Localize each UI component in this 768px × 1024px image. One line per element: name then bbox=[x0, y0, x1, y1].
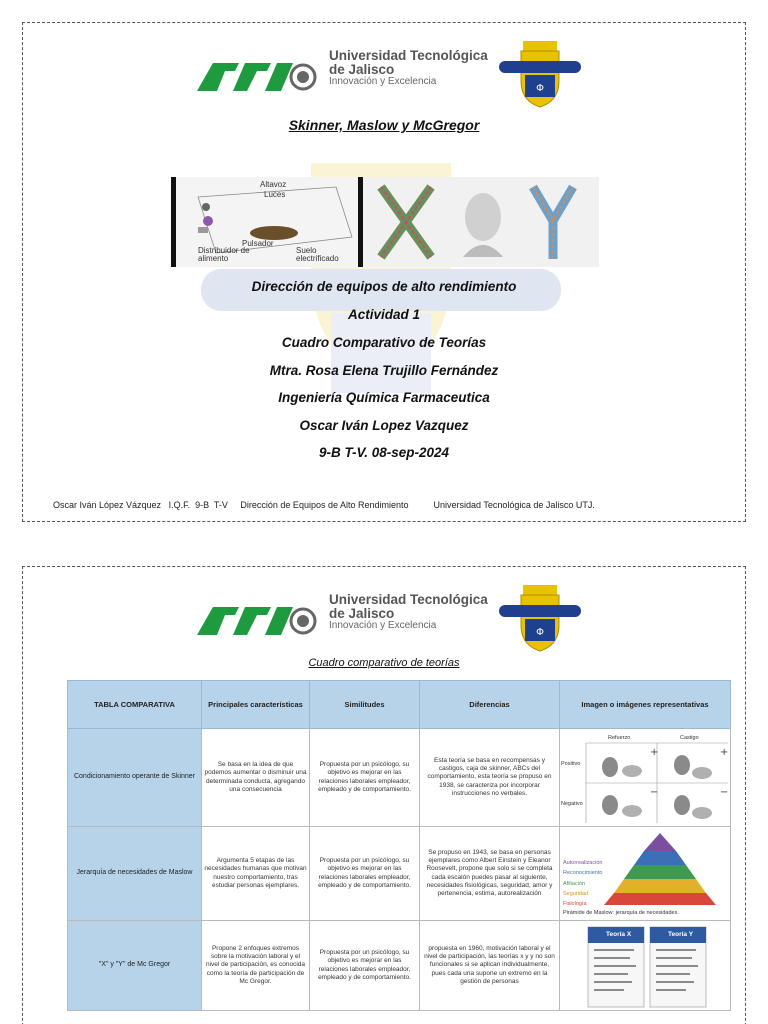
differences-cell: propuesta en 1960, motivación laboral y el nivel de participación, las teorías x y y no son funcionales si se aplican individualmente, pues cada una supone un extremo en la gestión de personas bbox=[420, 921, 560, 1011]
svg-text:Φ: Φ bbox=[536, 627, 544, 638]
page-header bbox=[23, 41, 745, 111]
characteristics-cell: Propone 2 enfoques extremos sobre la motivación laboral y el nivel de participación, es conocida como la teoría de participación de Mc Gregor. bbox=[202, 921, 310, 1011]
utj-logo bbox=[191, 51, 319, 103]
row-name: "X" y "Y" de Mc Gregor bbox=[68, 921, 202, 1011]
characteristics-cell: Argumenta 5 etapas de las necesidades humanas que motivan nuestro comportamiento, tras estudiar personas ejemplares. bbox=[202, 827, 310, 921]
topic-name: Cuadro Comparativo de Teorías bbox=[281, 335, 487, 350]
skinner-reinforcement-image bbox=[560, 729, 731, 827]
svg-text:−: − bbox=[720, 787, 729, 798]
label-floor: Suelo electrificado bbox=[296, 246, 339, 263]
differences-cell: Esta teoría se basa en recompensas y castigos, caja de skinner, ABCs del comportamiento, esta teoría se propuso en 1938, se caracteriza por incorporar instrucciones no verbales. bbox=[420, 729, 560, 827]
university-crest bbox=[495, 37, 585, 113]
label-theory-x: Teoría X bbox=[606, 931, 632, 938]
page-footer: Oscar Iván López Vázquez I.Q.F. 9-B T-V Dirección de Equipos de Alto Rendimiento Universidad Tecnológica de Jalisco UTJ. bbox=[53, 500, 595, 510]
label-positive: Positivo bbox=[561, 761, 581, 767]
similarities-cell: Propuesta por un psicólogo, su objetivo es mejorar en las relaciones laborales empleador, empleado y de comportamiento. bbox=[310, 729, 420, 827]
differences-cell: Se propuso en 1943, se basa en personas ejemplares como Albert Einstein y Eleanor Roosevelt, propone que solo si se completa cada escalón puedes pasar al siguiente, necesidades fisiológicas, seguridad, amor y pertenencia, estima, autorealización bbox=[420, 827, 560, 921]
header-cell: Similitudes bbox=[310, 681, 420, 729]
label-self-actualization: Autorrealización bbox=[563, 860, 603, 866]
university-name bbox=[329, 593, 488, 632]
similarities-cell: Propuesta por un psicólogo, su objetivo es mejorar en las relaciones laborales empleador, empleado y de comportamiento. bbox=[310, 921, 420, 1011]
label-speaker: Altavoz bbox=[260, 180, 287, 189]
table-row bbox=[68, 827, 731, 921]
maslow-pyramid-image bbox=[560, 827, 731, 921]
group-date: 9-B T-V. 08-sep-2024 bbox=[318, 445, 450, 460]
student-name: Oscar Iván Lopez Vazquez bbox=[299, 418, 469, 433]
header-cell: Diferencias bbox=[420, 681, 560, 729]
theory-x-y-image bbox=[363, 177, 599, 267]
university-line-1: Universidad Tecnológica bbox=[329, 592, 488, 607]
svg-text:Φ: Φ bbox=[536, 83, 544, 94]
program-name: Ingeniería Química Farmaceutica bbox=[278, 390, 490, 405]
university-line-2: de Jalisco bbox=[329, 606, 395, 622]
label-lever: Pulsador bbox=[242, 239, 274, 248]
header-cell: Principales características bbox=[202, 681, 310, 729]
comparison-title: Cuadro comparativo de teorías bbox=[308, 657, 460, 669]
cover-title: Skinner, Maslow y McGregor bbox=[288, 117, 480, 133]
header-cell: Imagen o imágenes representativas bbox=[560, 681, 731, 729]
university-line-2: de Jalisco bbox=[329, 62, 395, 78]
utj-logo bbox=[191, 595, 319, 647]
table-header-row bbox=[68, 681, 731, 729]
university-crest bbox=[495, 581, 585, 657]
label-physiology: Fisiología bbox=[563, 901, 587, 907]
table-row bbox=[68, 921, 731, 1011]
row-name: Condicionamiento operante de Skinner bbox=[68, 729, 202, 827]
comparison-page bbox=[22, 566, 746, 1024]
cover-page bbox=[22, 22, 746, 522]
label-theory-y: Teoría Y bbox=[668, 931, 694, 938]
svg-text:−: − bbox=[650, 787, 659, 798]
university-line-1: Universidad Tecnológica bbox=[329, 48, 488, 63]
university-name bbox=[329, 49, 488, 88]
comparison-table bbox=[67, 680, 731, 1011]
university-tagline: Innovación y Excelencia bbox=[329, 76, 437, 88]
svg-text:+: + bbox=[720, 747, 729, 758]
similarities-cell: Propuesta por un psicólogo, su objetivo es mejorar en las relaciones laborales empleador, empleado y de comportamiento. bbox=[310, 827, 420, 921]
course-name: Dirección de equipos de alto rendimiento bbox=[251, 279, 517, 294]
label-dispenser: Distribuidor de alimento bbox=[198, 246, 250, 263]
header-cell: TABLA COMPARATIVA bbox=[68, 681, 202, 729]
characteristics-cell: Se basa en la idea de que podemos aumentar o disminuir una determinada conducta, agregando una consecuencia bbox=[202, 729, 310, 827]
skinner-box-image bbox=[171, 177, 363, 267]
university-tagline: Innovación y Excelencia bbox=[329, 620, 437, 632]
theory-x-y-cards-image bbox=[560, 921, 731, 1011]
row-name: Jerarquía de necesidades de Maslow bbox=[68, 827, 202, 921]
table-row bbox=[68, 729, 731, 827]
label-recognition: Reconocimiento bbox=[563, 870, 603, 876]
pyramid-caption: Pirámide de Maslow: jerarquía de necesidades. bbox=[563, 910, 679, 916]
label-negative: Negativo bbox=[561, 801, 583, 807]
label-affiliation: Afiliación bbox=[563, 881, 586, 887]
label-security: Seguridad bbox=[563, 891, 589, 897]
label-lights: Luces bbox=[264, 190, 286, 199]
svg-text:+: + bbox=[650, 747, 659, 758]
page-header bbox=[23, 585, 745, 655]
label-reinforcement: Refuerzo bbox=[608, 735, 631, 741]
label-punishment: Castigo bbox=[680, 735, 699, 741]
teacher-name: Mtra. Rosa Elena Trujillo Fernández bbox=[269, 363, 499, 378]
activity-name: Actividad 1 bbox=[347, 307, 421, 322]
